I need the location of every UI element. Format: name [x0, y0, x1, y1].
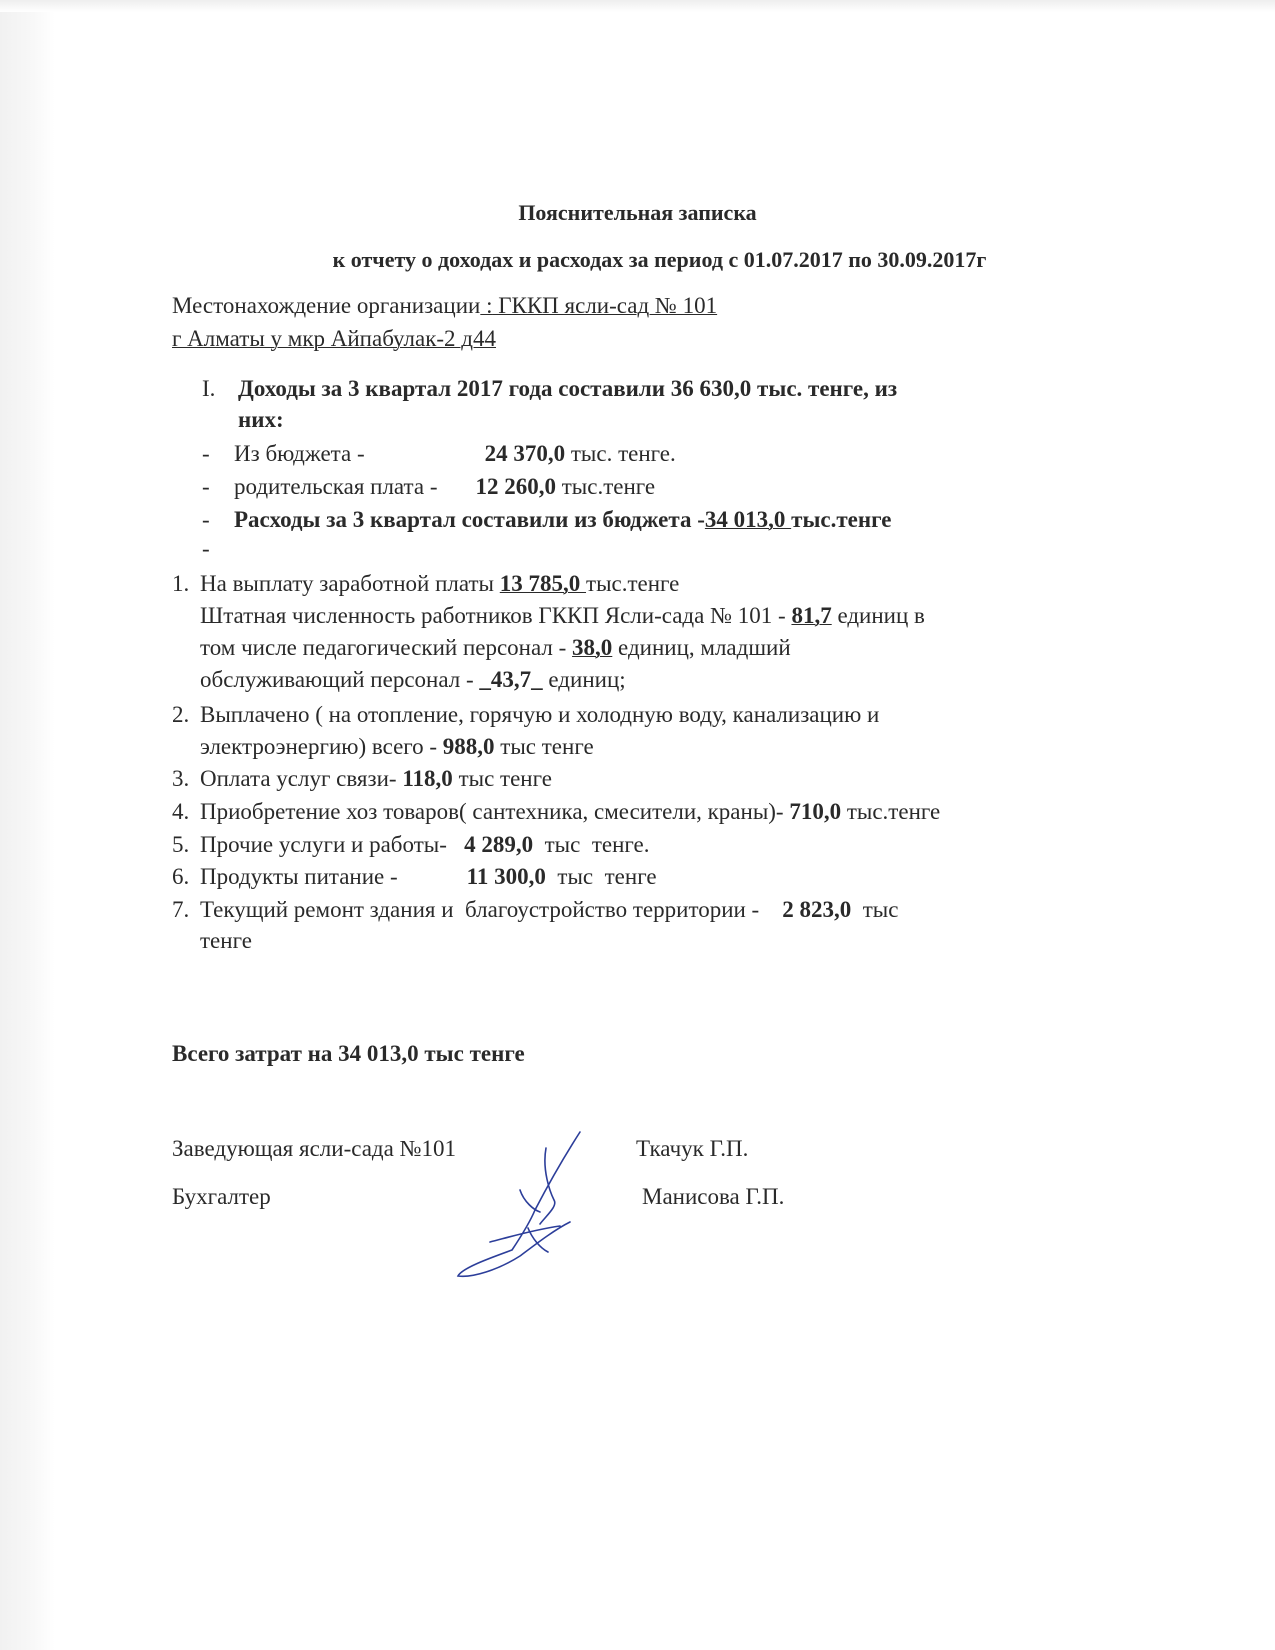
location-line-1: [172, 293, 717, 319]
other-services-value: 4 289,0: [464, 832, 534, 857]
list-item-1-line-2: Штатная численность работников ГККП Ясли-сада № 101 - 81,7 единиц в: [200, 603, 925, 628]
staff-count-value: 81,7: [791, 603, 832, 628]
repair-value: 2 823,0: [782, 897, 852, 922]
location-label: Местонахождение организации: [172, 293, 481, 318]
income-total-text: Доходы за 3 квартал 2017 года составили 36 630,0 тыс. тенге, из: [238, 376, 898, 401]
expenses-label: Расходы за 3 квартал составили из бюджета -: [234, 507, 705, 532]
total-expenses: Всего затрат на 34 013,0 тыс тенге: [172, 1041, 525, 1066]
list-item-7: 7. Текущий ремонт здания и благоустройство территории - 2 823,0 тыс: [172, 897, 899, 922]
list-item-1-line-4: обслуживающий персонал - _43,7_ единиц;: [200, 667, 626, 692]
salary-value: 13 785,0: [499, 571, 587, 596]
expenses-unit: тыс.тенге: [791, 507, 892, 532]
document-subtitle: к отчету о доходах и расходах за период с 01.07.2017 по 30.09.2017г: [332, 247, 987, 272]
budget-value: 24 370,0: [484, 441, 566, 466]
income-line-1: [202, 376, 897, 402]
accountant-name: Манисова Г.П.: [642, 1184, 785, 1209]
list-item-2: 2. Выплачено ( на отопление, горячую и холодную воду, канализацию и: [172, 702, 880, 727]
income-parent: - родительская плата - 12 260,0 тыс.тенге: [202, 474, 656, 499]
list-item-2-line-2: электроэнергию) всего - 988,0 тыс тенге: [200, 734, 594, 759]
income-budget: - Из бюджета - 24 370,0 тыс. тенге.: [202, 441, 676, 466]
household-goods-value: 710,0: [789, 799, 842, 824]
income-marker: I.: [202, 376, 216, 401]
location-line-2: г Алматы у мкр Айпабулак-2 д44: [172, 326, 496, 351]
empty-dash: -: [202, 536, 210, 561]
parent-unit: тыс.тенге: [561, 474, 656, 499]
budget-unit: тыс. тенге.: [570, 441, 676, 466]
handwritten-signature: [450, 1130, 630, 1280]
list-item-7-line-2: тенге: [200, 928, 252, 953]
teaching-staff-value: 38,0: [572, 635, 613, 660]
parent-label: родительская плата -: [234, 474, 438, 499]
parent-value: 12 260,0: [475, 474, 556, 499]
expenses-value: 34 013,0: [704, 507, 792, 532]
communication-value: 118,0: [402, 766, 453, 791]
list-item-5: 5. Прочие услуги и работы- 4 289,0 тыс тенге.: [172, 832, 650, 857]
list-item-4: 4. Приобретение хоз товаров( сантехника, смесители, краны)- 710,0 тыс.тенге: [172, 799, 941, 824]
utilities-value: 988,0: [442, 734, 495, 759]
income-line-2: них:: [238, 407, 284, 432]
list-item-6: 6. Продукты питание - 11 300,0 тыс тенге: [172, 864, 657, 889]
list-item-3: 3. Оплата услуг связи- 118,0 тыс тенге: [172, 766, 552, 791]
list-item-1-line-3: том числе педагогический персонал - 38,0 единиц, младший: [200, 635, 791, 660]
food-value: 11 300,0: [466, 864, 546, 889]
accountant-role: Бухгалтер: [172, 1184, 271, 1209]
scan-shadow-top: [0, 0, 1275, 12]
budget-label: Из бюджета -: [234, 441, 365, 466]
location-value-1: : ГККП ясли-сад № 101: [480, 293, 718, 318]
head-role: Заведующая ясли-сада №101: [172, 1136, 457, 1161]
list-item-1: 1. На выплату заработной платы 13 785,0 тыс.тенге: [172, 571, 680, 596]
expenses-summary: - Расходы за 3 квартал составили из бюджета -34 013,0 тыс.тенге: [202, 507, 892, 532]
document-title: Пояснительная записка: [518, 200, 757, 225]
service-staff-value: _43,7_: [479, 667, 543, 692]
head-name: Ткачук Г.П.: [636, 1136, 749, 1161]
